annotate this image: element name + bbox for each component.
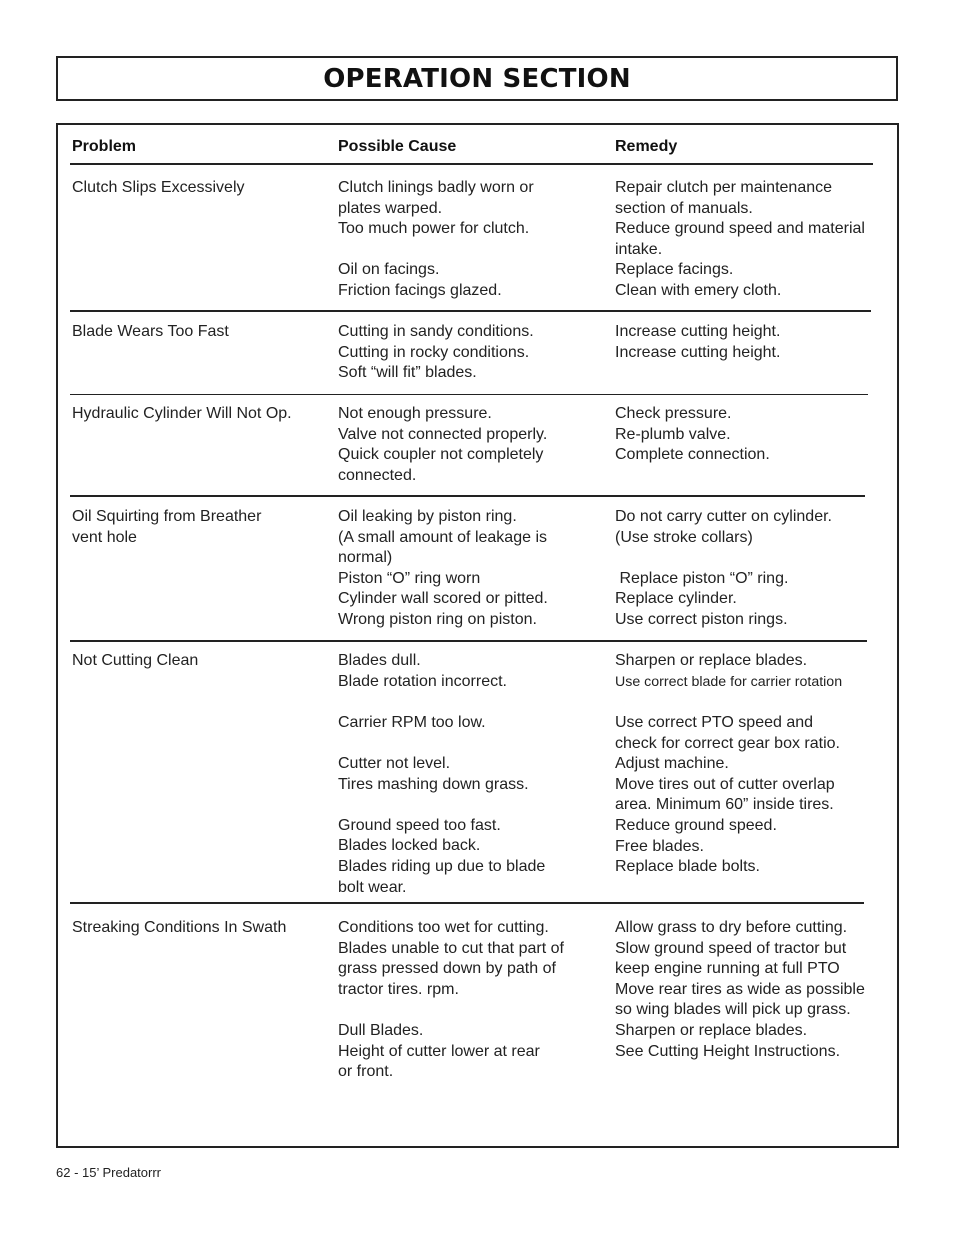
row-2-remedy: Increase cutting height. Increase cutting height.: [615, 323, 781, 361]
header-divider: [70, 163, 873, 165]
section-title: OPERATION SECTION: [323, 64, 631, 94]
row-divider: [70, 902, 864, 904]
row-1-problem: Clutch Slips Excessively: [72, 179, 245, 196]
page-footer: 62 - 15’ Predatorrr: [56, 1165, 162, 1180]
row-divider: [70, 394, 868, 395]
row-6-cause: Conditions too wet for cutting. Blades unable to cut that part of grass pressed down by path of tractor tires. rpm. Dull Blades. Height of cutter lower at rear or front.: [338, 919, 564, 1081]
row-divider: [70, 310, 871, 312]
row-divider: [70, 640, 867, 642]
header-problem: Problem: [72, 138, 137, 155]
row-2-cause: Cutting in sandy conditions. Cutting in rocky conditions. Soft “will fit” blades.: [338, 323, 534, 382]
row-3-problem: Hydraulic Cylinder Will Not Op.: [72, 405, 292, 422]
row-divider: [70, 495, 865, 497]
row-4-cause: Oil leaking by piston ring. (A small amount of leakage is normal) Piston “O” ring worn Cylinder wall scored or pitted. Wrong piston ring on piston.: [338, 508, 548, 628]
row-4-problem: Oil Squirting from Breather vent hole: [72, 508, 262, 546]
row-6-remedy: Allow grass to dry before cutting. Slow ground speed of tractor but keep engine running at full PTO Move rear tires as wide as possible so wing blades will pick up grass. Sharpen or replace blades. See Cutting Height Instructions.: [615, 919, 865, 1060]
header-possible-cause: Possible Cause: [338, 138, 457, 155]
row-6-problem: Streaking Conditions In Swath: [72, 919, 287, 936]
row-3-remedy: Check pressure. Re-plumb valve. Complete connection.: [615, 405, 770, 464]
row-1-cause: Clutch linings badly worn or plates warped. Too much power for clutch. Oil on facings. Friction facings glazed.: [338, 179, 534, 299]
row-3-cause: Not enough pressure. Valve not connected properly. Quick coupler not completely connected.: [338, 405, 548, 484]
row-5-remedy-a: Sharpen or replace blades.: [615, 652, 808, 669]
section-title-box: [56, 56, 898, 101]
row-4-remedy: Do not carry cutter on cylinder. (Use stroke collars) Replace piston “O” ring. Replace cylinder. Use correct piston rings.: [615, 508, 832, 628]
row-5-problem: Not Cutting Clean: [72, 652, 199, 669]
row-5-cause: Blades dull. Blade rotation incorrect. Carrier RPM too low. Cutter not level. Tires mashing down grass. Ground speed too fast. Blades locked back. Blades riding up due to blade bolt wear.: [338, 652, 546, 896]
row-5-remedy-c: Use correct PTO speed and check for correct gear box ratio. Adjust machine. Move tires out of cutter overlap area. Minimum 60” inside tires. Reduce ground speed. Free blades. Replace blade bolts.: [615, 714, 840, 876]
row-1-remedy: Repair clutch per maintenance section of manuals. Reduce ground speed and material intake. Replace facings. Clean with emery cloth.: [615, 179, 865, 299]
header-remedy: Remedy: [615, 138, 678, 155]
row-2-problem: Blade Wears Too Fast: [72, 323, 229, 340]
row-5-remedy-b: Use correct blade for carrier rotation: [615, 674, 843, 690]
